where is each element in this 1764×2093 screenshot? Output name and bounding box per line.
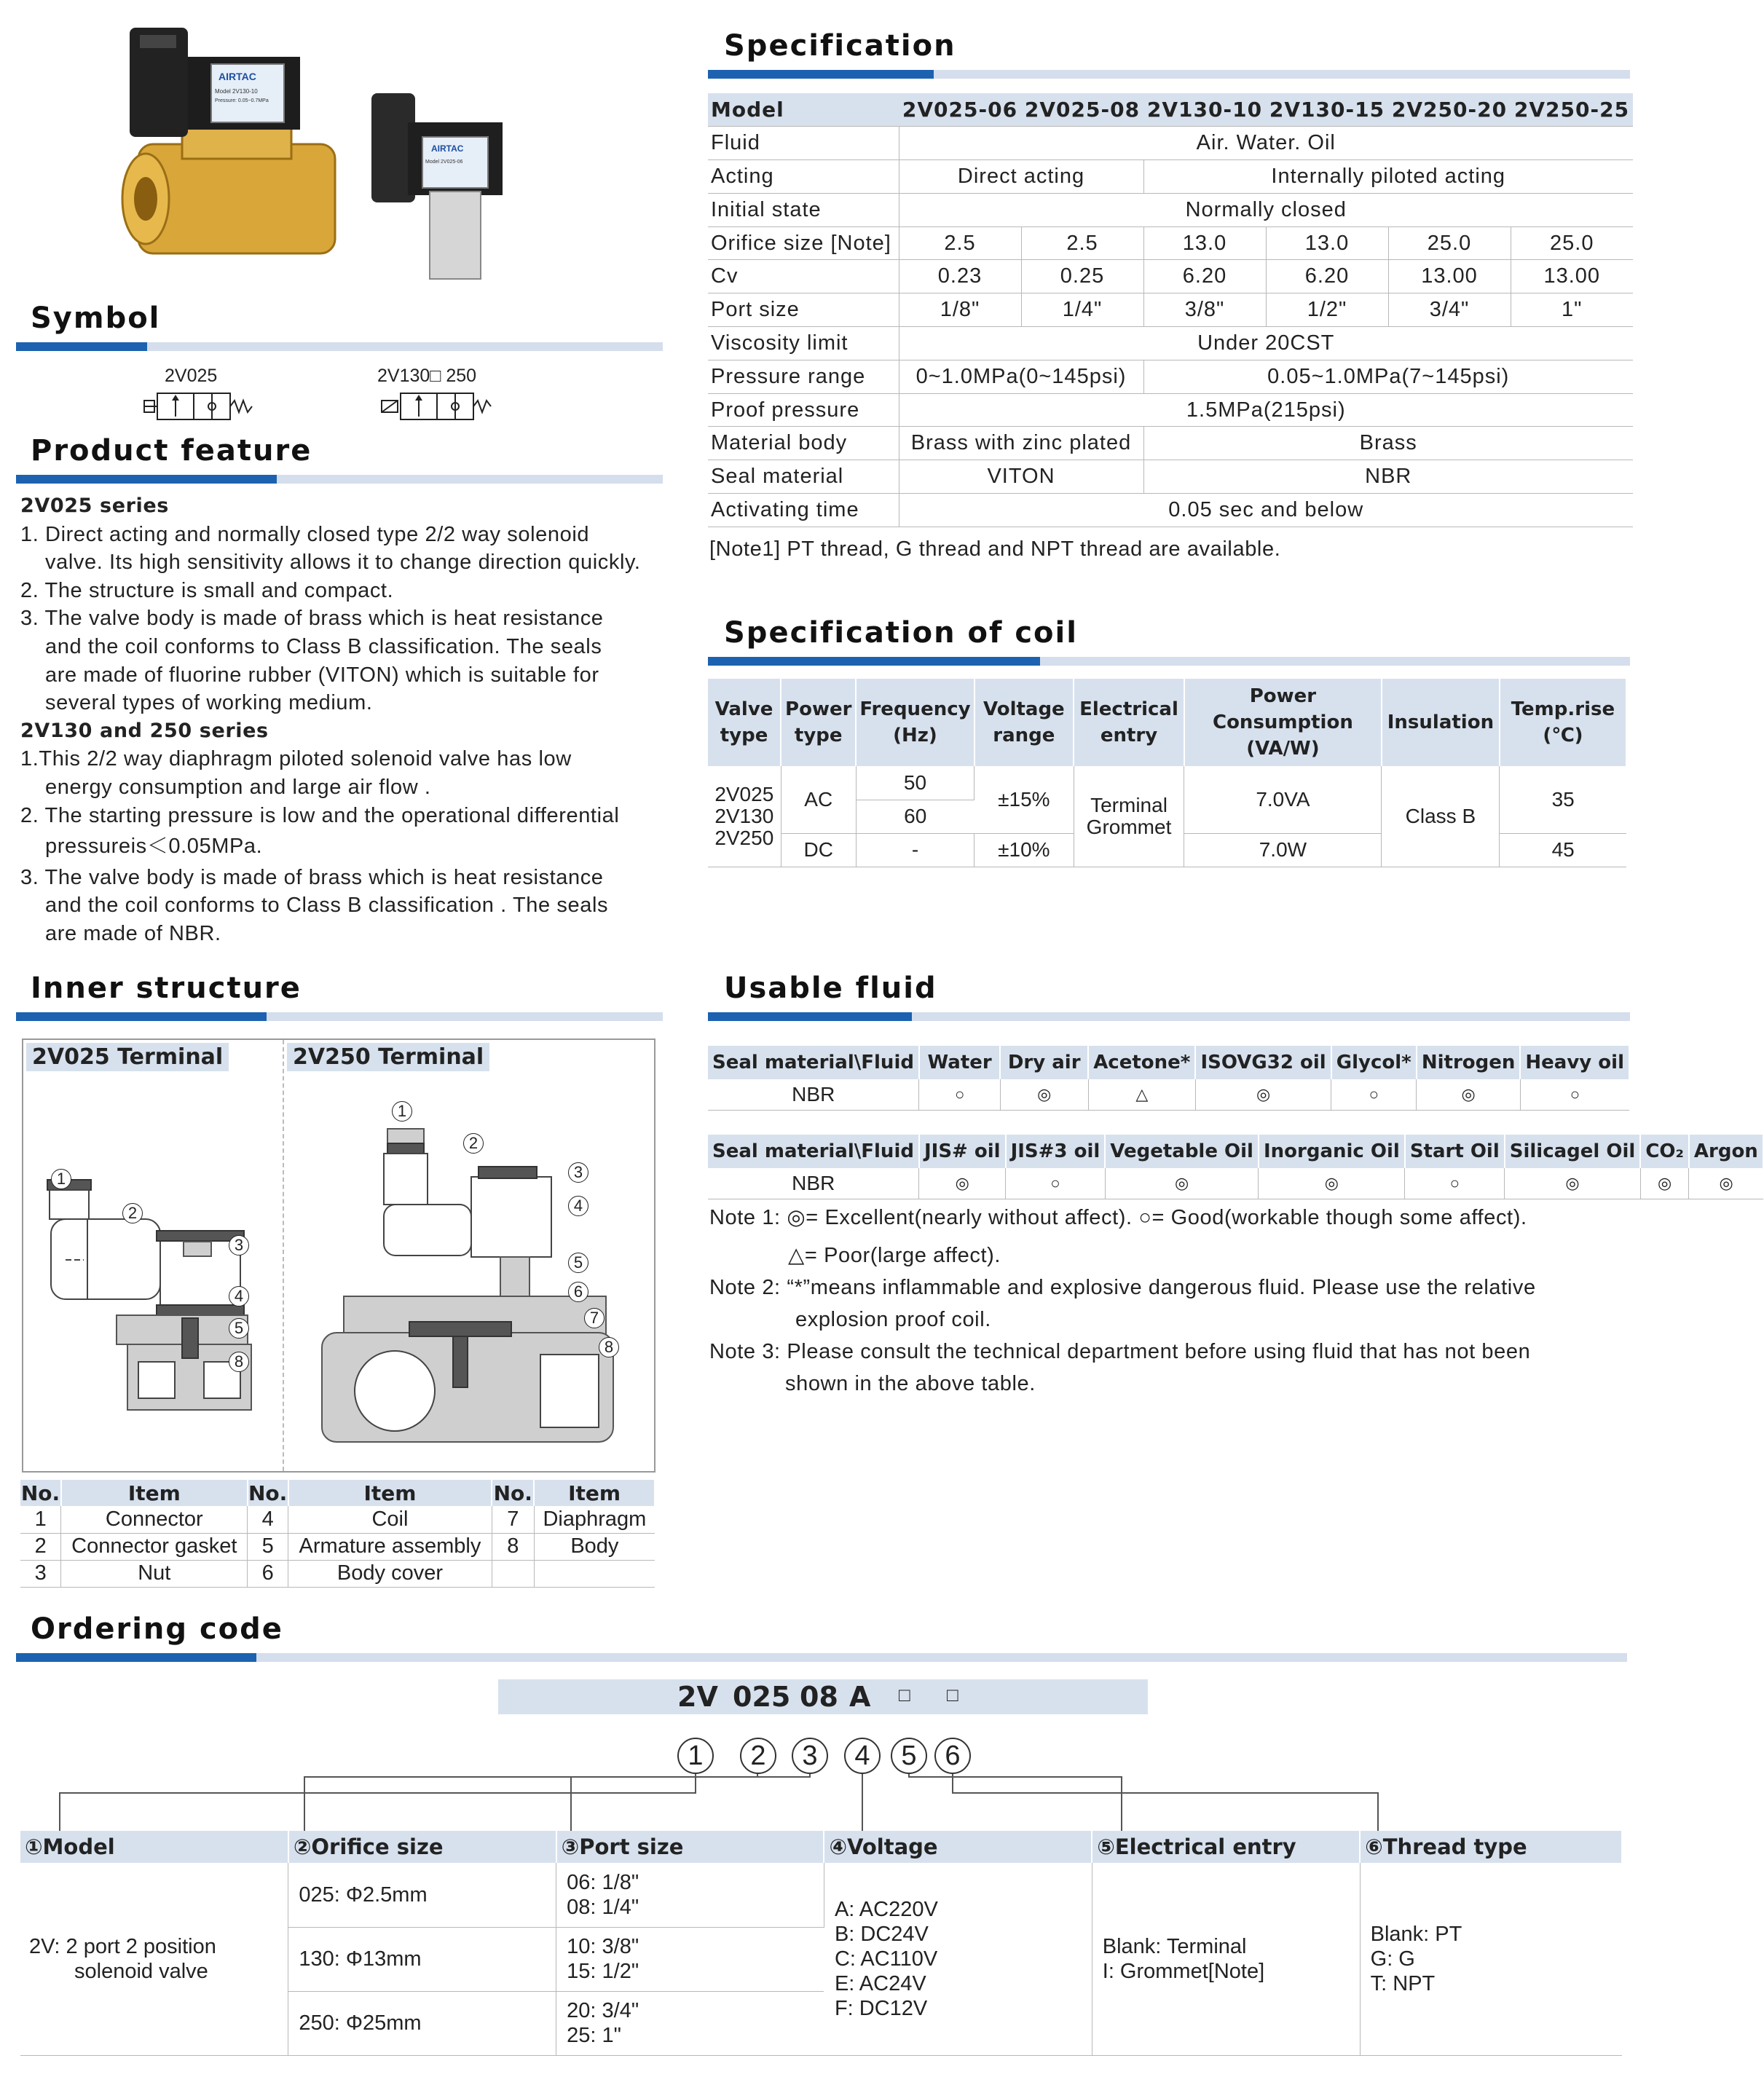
col-header: 2V130-10 [1143, 93, 1266, 127]
symbol-heading: Symbol [31, 301, 161, 335]
cell: Diaphragm [534, 1506, 655, 1533]
code-part-model: 2V [677, 1681, 718, 1713]
cell: Air. Water. Oil [899, 127, 1633, 160]
feature-line: are made of fluorine rubber (VITON) which is suitable for [45, 663, 599, 687]
col-header: Start Oil [1405, 1135, 1505, 1168]
cell: 1/4" [1021, 293, 1143, 327]
ordering-code-heading: Ordering code [31, 1612, 283, 1646]
row-label: Port size [708, 293, 899, 327]
usable-fluid-heading: Usable fluid [724, 971, 937, 1005]
fluid-header-row [708, 1135, 1763, 1168]
inner-structure-heading: Inner structure [31, 971, 302, 1005]
cell: Class B [1382, 766, 1500, 867]
cell: Body cover [288, 1560, 492, 1587]
fluid-note-2b: explosion proof coil. [795, 1308, 991, 1331]
cell: 35 [1500, 766, 1626, 833]
cell: 0.05~1.0MPa(7~145psi) [1143, 360, 1633, 393]
col-header: ⑥Thread type [1360, 1831, 1622, 1863]
cell: 1.5MPa(215psi) [899, 393, 1633, 427]
callout-8: 8 [599, 1337, 619, 1357]
cell: 2.5 [1021, 226, 1143, 260]
table-row [20, 1533, 655, 1560]
code-part-entry: □ [899, 1684, 910, 1706]
feature-line: energy consumption and large air flow . [45, 775, 431, 799]
port-option: 20: 3/4" 25: 1" [556, 1991, 824, 2055]
row-label: Fluid [708, 127, 899, 160]
valve-type-cell: 2V025 2V130 2V250 [708, 766, 781, 867]
table-row [708, 460, 1633, 494]
cell: 3/8" [1143, 293, 1266, 327]
col-header: ISOVG32 oil [1195, 1046, 1331, 1079]
code-index-4: 4 [844, 1738, 881, 1774]
entry-options: Blank: Terminal I: Grommet[Note] [1092, 1863, 1360, 2055]
cell: 1/2" [1266, 293, 1388, 327]
cell: 13.0 [1143, 226, 1266, 260]
cell: ○ [919, 1079, 1000, 1110]
cell: 2 [20, 1533, 61, 1560]
cell: VITON [899, 460, 1143, 494]
feature-series-2v130-250: 2V130 and 250 series [20, 719, 269, 742]
row-label: Activating time [708, 494, 899, 527]
cell: △ [1088, 1079, 1195, 1110]
inner-divider-line [283, 1040, 284, 1471]
cell: 6.20 [1266, 260, 1388, 293]
col-header: Dry air [1000, 1046, 1088, 1079]
cell: ◎ [1417, 1079, 1521, 1110]
col-header: Inorganic Oil [1259, 1135, 1405, 1168]
code-index-6: 6 [934, 1738, 971, 1774]
code-index-1: 1 [677, 1738, 714, 1774]
col-header: Vegetable Oil [1105, 1135, 1259, 1168]
table-row [708, 127, 1633, 160]
table-row [708, 293, 1633, 327]
cell: 13.00 [1511, 260, 1633, 293]
specification-heading: Specification [724, 29, 956, 63]
table-row [708, 393, 1633, 427]
coil-header-row [708, 679, 1626, 766]
col-header: No. [20, 1481, 60, 1505]
cell: ◎ [919, 1168, 1006, 1199]
svg-text:Model 2V130-10: Model 2V130-10 [215, 88, 258, 95]
feature-line: pressureis＜0.05MPa. [45, 835, 263, 859]
cell: ◎ [1259, 1168, 1405, 1199]
cell: Armature assembly [288, 1533, 492, 1560]
callout-6: 6 [568, 1282, 588, 1302]
ordering-header-row [20, 1831, 1622, 1863]
cell: 0.05 sec and below [899, 494, 1633, 527]
callout-5: 5 [229, 1318, 249, 1339]
row-label: Viscosity limit [708, 327, 899, 360]
table-row [708, 766, 1626, 800]
col-header: ②Orifice size [288, 1831, 556, 1863]
col-header: 2V130-15 [1266, 93, 1388, 127]
feature-line: 2. The starting pressure is low and the operational differential [20, 803, 620, 827]
col-header: Electrical entry [1074, 679, 1184, 766]
port-option: 06: 1/8" 08: 1/4" [556, 1863, 824, 1927]
voltage-options: A: AC220V B: DC24V C: AC110V E: AC24V F: DC12V [824, 1863, 1092, 2055]
thread-options: Blank: PT G: G T: NPT [1360, 1863, 1622, 2055]
fluid-note-3: Note 3: Please consult the technical department before using fluid that has not been [709, 1340, 1531, 1363]
feature-line: several types of working medium. [45, 691, 373, 715]
col-header: Seal material\Fluid [708, 1135, 919, 1168]
cell: 7 [492, 1506, 534, 1533]
callout-4: 4 [568, 1196, 588, 1216]
product-feature-text [20, 492, 676, 948]
product-feature-divider [16, 475, 663, 484]
cell: 5 [248, 1533, 288, 1560]
code-index-5: 5 [891, 1738, 927, 1774]
ordering-code-divider [16, 1653, 1627, 1662]
code-part-port: 08 [800, 1681, 838, 1713]
fluid-note-1b: △= Poor(large affect). [788, 1244, 1001, 1267]
cell: 7.0VA [1184, 766, 1382, 833]
col-header: Argon [1689, 1135, 1763, 1168]
cell: ○ [1331, 1079, 1417, 1110]
cell: 3/4" [1388, 293, 1511, 327]
feature-line: 3. The valve body is made of brass which is heat resistance [20, 607, 604, 631]
cell: Connector [61, 1506, 248, 1533]
inner-structure-divider [16, 1012, 663, 1021]
cell: ○ [1520, 1079, 1629, 1110]
col-header: Acetone* [1088, 1046, 1195, 1079]
table-row [708, 427, 1633, 460]
col-header: 2V250-25 [1511, 93, 1633, 127]
callout-1: 1 [51, 1169, 71, 1189]
cell: 6 [248, 1560, 288, 1587]
fluid-note-1: Note 1: ◎= Excellent(nearly without affect). ○= Good(workable though some affect). [709, 1206, 1527, 1229]
port-option: 10: 3/8" 15: 1/2" [556, 1927, 824, 1991]
symbol-label-2v025: 2V025 [165, 366, 218, 386]
row-label: Cv [708, 260, 899, 293]
callout-2: 2 [463, 1133, 484, 1154]
callout-1: 1 [392, 1101, 412, 1122]
cell: 2.5 [899, 226, 1021, 260]
table-row [708, 160, 1633, 194]
feature-line: 2. The structure is small and compact. [20, 578, 394, 602]
cell: ◎ [1105, 1168, 1259, 1199]
callout-3: 3 [229, 1235, 249, 1256]
table-row [708, 226, 1633, 260]
cell: 1" [1511, 293, 1633, 327]
cell: ◎ [1000, 1079, 1088, 1110]
cell: 0~1.0MPa(0~145psi) [899, 360, 1143, 393]
code-part-thread: □ [947, 1684, 958, 1706]
callout-7: 7 [584, 1308, 605, 1328]
terminal-2v025-title: 2V025 Terminal [26, 1043, 229, 1071]
cell [534, 1560, 655, 1587]
cell: ◎ [1195, 1079, 1331, 1110]
symbol-divider [16, 342, 663, 351]
fluid-table-1 [708, 1046, 1630, 1111]
col-header: Item [534, 1480, 655, 1506]
table-row [20, 1506, 655, 1533]
cell: ○ [1405, 1168, 1505, 1199]
col-header: CO₂ [1640, 1135, 1689, 1168]
cell: 13.0 [1266, 226, 1388, 260]
col-header: Power type [781, 679, 856, 766]
cell: 8 [492, 1533, 534, 1560]
col-header: 2V250-20 [1388, 93, 1511, 127]
row-label: Seal material [708, 460, 899, 494]
cell: ◎ [1640, 1168, 1689, 1199]
cell: 4 [248, 1506, 288, 1533]
cell: Brass with zinc plated [899, 427, 1143, 460]
col-header: Model [708, 93, 899, 127]
col-header: Voltage range [974, 679, 1074, 766]
code-part-orifice: 025 [733, 1681, 791, 1713]
row-label: Acting [708, 160, 899, 194]
col-header: Heavy oil [1520, 1046, 1629, 1079]
col-header: Nitrogen [1417, 1046, 1521, 1079]
coil-divider [708, 657, 1630, 666]
valve-symbol-2v130-250 [382, 390, 491, 422]
col-header: JIS#3 oil [1006, 1135, 1106, 1168]
col-header: ③Port size [556, 1831, 824, 1863]
cell: ○ [1006, 1168, 1106, 1199]
cell: AC [781, 766, 856, 833]
cell: 6.20 [1143, 260, 1266, 293]
coil-spec-table [708, 679, 1627, 867]
usable-fluid-divider [708, 1012, 1630, 1021]
cell: DC [781, 833, 856, 867]
table-row [708, 260, 1633, 293]
terminal-2v250-title: 2V250 Terminal [287, 1043, 489, 1071]
col-header: Valve type [708, 679, 781, 766]
col-header: 2V025-06 [899, 93, 1021, 127]
table-row [708, 494, 1633, 527]
cell: 45 [1500, 833, 1626, 867]
col-header: Power Consumption (VA/W) [1184, 679, 1382, 766]
parts-table-header [20, 1480, 655, 1506]
table-row [708, 1168, 1763, 1199]
feature-line: valve. Its high sensitivity allows it to change direction quickly. [45, 551, 641, 575]
feature-line: and the coil conforms to Class B classification. The seals [45, 634, 602, 658]
feature-line: 1.This 2/2 way diaphragm piloted solenoid valve has low [20, 747, 572, 771]
orifice-option: 250: Φ25mm [288, 1991, 556, 2055]
svg-text:Pressure: 0.05~0.7MPa: Pressure: 0.05~0.7MPa [215, 98, 269, 103]
cell: ±15% [974, 766, 1074, 833]
row-label: Initial state [708, 193, 899, 226]
cell: 7.0W [1184, 833, 1382, 867]
fluid-note-3b: shown in the above table. [785, 1372, 1036, 1395]
col-header: Silicagel Oil [1505, 1135, 1641, 1168]
cell: Connector gasket [61, 1533, 248, 1560]
cell: NBR [708, 1079, 919, 1110]
cell: 1/8" [899, 293, 1021, 327]
col-header: Insulation [1382, 679, 1500, 766]
fluid-note-2: Note 2: “*”means inflammable and explosive dangerous fluid. Please use the relative [709, 1276, 1536, 1299]
cell: NBR [1143, 460, 1633, 494]
callout-5: 5 [568, 1253, 588, 1273]
col-header: 2V025-08 [1021, 93, 1143, 127]
valve-symbol-2v025 [144, 390, 253, 422]
cell: 25.0 [1511, 226, 1633, 260]
specification-table [708, 93, 1633, 527]
row-label: Pressure range [708, 360, 899, 393]
table-row [708, 1079, 1629, 1110]
cell: 60 [856, 800, 974, 833]
svg-text:AIRTAC: AIRTAC [218, 71, 256, 82]
cell: Terminal Grommet [1074, 766, 1184, 867]
orifice-option: 025: Φ2.5mm [288, 1863, 556, 1927]
product-photo [102, 13, 524, 304]
col-header: No. [492, 1480, 534, 1506]
coil-heading: Specification of coil [724, 616, 1078, 650]
symbol-label-2v130-250: 2V130□ 250 [377, 366, 477, 386]
callout-8: 8 [229, 1352, 249, 1372]
model-cell: 2V: 2 port 2 position solenoid valve [20, 1863, 288, 2055]
cell: 50 [856, 766, 974, 800]
callout-2: 2 [122, 1203, 143, 1223]
cell: Under 20CST [899, 327, 1633, 360]
col-header: Seal material\Fluid [708, 1046, 919, 1079]
feature-line: and the coil conforms to Class B classification . The seals [45, 894, 609, 918]
feature-line: 1. Direct acting and normally closed type 2/2 way solenoid [20, 522, 590, 546]
spec-note: [Note1] PT thread, G thread and NPT thread are available. [709, 537, 1281, 561]
callout-3: 3 [568, 1162, 588, 1183]
fluid-table-2 [708, 1135, 1764, 1199]
cell: - [856, 833, 974, 867]
col-header: Frequency (Hz) [856, 679, 974, 766]
col-header: Temp.rise (℃) [1500, 679, 1626, 766]
col-header: Glycol* [1331, 1046, 1417, 1079]
row-label: Proof pressure [708, 393, 899, 427]
svg-text:AIRTAC: AIRTAC [431, 143, 464, 154]
cell: 13.00 [1388, 260, 1511, 293]
spec-header-row [708, 93, 1633, 127]
col-header: ⑤Electrical entry [1092, 1831, 1360, 1863]
feature-series-2v025: 2V025 series [20, 494, 169, 517]
cell: Normally closed [899, 193, 1633, 226]
brass-valve-image [122, 28, 335, 253]
callout-4: 4 [229, 1286, 249, 1306]
col-header: ④Voltage [824, 1831, 1092, 1863]
specification-divider [708, 70, 1630, 79]
parts-table [20, 1480, 655, 1588]
code-index-2: 2 [740, 1738, 776, 1774]
cell: Direct acting [899, 160, 1143, 194]
table-row [708, 327, 1633, 360]
ordering-code-table [20, 1831, 1623, 2056]
table-row [708, 360, 1633, 393]
cell: 3 [20, 1560, 61, 1587]
cell: ◎ [1505, 1168, 1641, 1199]
svg-text:Model 2V025-06: Model 2V025-06 [425, 159, 463, 165]
product-feature-heading: Product feature [31, 434, 312, 468]
code-index-3: 3 [792, 1738, 828, 1774]
cell [492, 1560, 534, 1587]
cell: NBR [708, 1168, 919, 1199]
cell: 0.23 [899, 260, 1021, 293]
cell: Nut [61, 1560, 248, 1587]
fluid-header-row [708, 1046, 1629, 1079]
feature-line: are made of NBR. [45, 921, 221, 945]
col-header: Water [919, 1046, 1000, 1079]
row-label: Material body [708, 427, 899, 460]
code-part-voltage: A [849, 1681, 871, 1713]
orifice-option: 130: Φ13mm [288, 1927, 556, 1991]
col-header: JIS# oil [919, 1135, 1006, 1168]
table-row [708, 193, 1633, 226]
table-row [20, 1863, 1622, 1927]
col-header: Item [61, 1480, 248, 1506]
feature-line: 3. The valve body is made of brass which is heat resistance [20, 865, 604, 889]
col-header: ①Model [20, 1831, 288, 1863]
cell: 0.25 [1021, 260, 1143, 293]
col-header: Item [288, 1480, 492, 1506]
col-header: No. [248, 1481, 288, 1505]
cell: Coil [288, 1506, 492, 1533]
cell: 25.0 [1388, 226, 1511, 260]
cell: Internally piloted acting [1143, 160, 1633, 194]
cell: ◎ [1689, 1168, 1763, 1199]
row-label: Orifice size [Note] [708, 226, 899, 260]
cell: ±10% [974, 833, 1074, 867]
table-row [20, 1560, 655, 1587]
cell: Brass [1143, 427, 1633, 460]
small-valve-image [371, 93, 503, 279]
cell: Body [534, 1533, 655, 1560]
cell: 1 [20, 1506, 61, 1533]
